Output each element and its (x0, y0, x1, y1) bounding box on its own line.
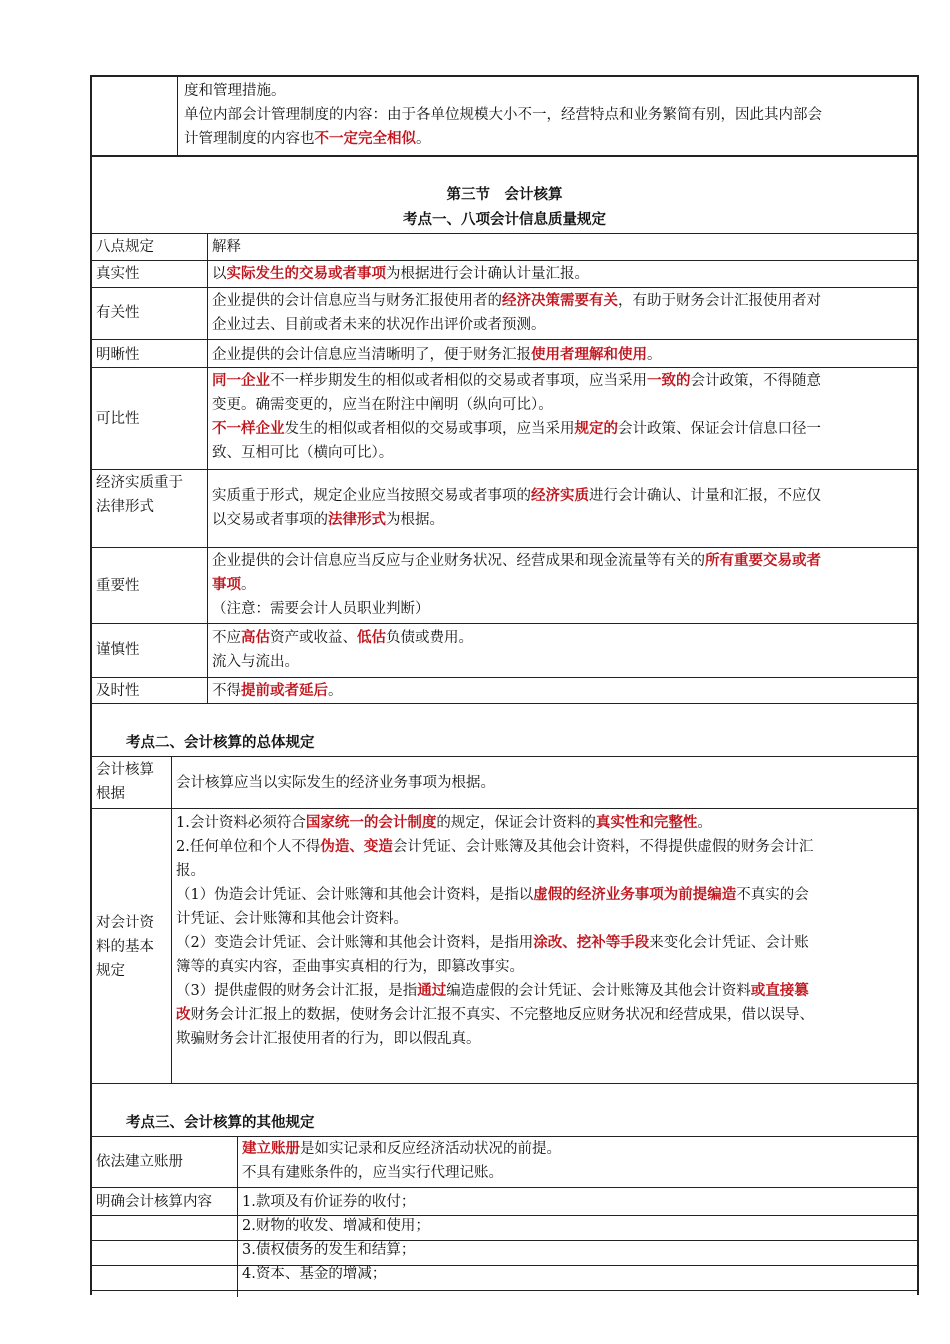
text: 。 (647, 347, 662, 363)
divider (92, 1187, 917, 1188)
text: 。 (416, 131, 431, 147)
list-item: 2.财物的收发、增减和使用； (242, 1218, 430, 1234)
rule-name: 明晰性 (96, 347, 140, 363)
emphasis: 或直接篡 (750, 982, 809, 999)
text-line: 报。 (176, 863, 205, 879)
rule-explanation (208, 679, 918, 703)
list-item: 3.债权债务的发生和结算； (242, 1242, 416, 1258)
text-line: 不具有建账条件的，应当实行代理记账。 (242, 1165, 503, 1181)
text: 企业提供的会计信息应当清晰明了，便于财务汇报 (212, 347, 531, 363)
rule-explanation: 会计核算应当以实际发生的经济业务事项为根据。 (176, 775, 495, 791)
divider (92, 623, 917, 624)
point1-title: 考点一、八项会计信息质量规定 (403, 211, 606, 228)
text: 为根据进行会计确认计量汇报。 (386, 266, 589, 282)
rule-name: 真实性 (96, 266, 140, 282)
emphasis: 不一定完全相似 (314, 130, 416, 147)
emphasis: 建立账册 (242, 1140, 300, 1157)
divider (92, 233, 917, 234)
divider (92, 260, 917, 261)
text: 财务会计汇报上的数据，使财务会计汇报不真实、不完整地反应财务状况和经营成果，借以误导、 (190, 1007, 814, 1023)
divider (92, 1240, 917, 1241)
rule-name: 有关性 (96, 305, 140, 321)
emphasis: 伪造、变造 (320, 838, 393, 855)
text: 不一样步期发生的相似或者相似的交易或者事项，应当采用 (270, 373, 647, 389)
list-item: 4.资本、基金的增减； (242, 1266, 387, 1282)
rule-name (92, 758, 158, 806)
text: 发生的相似或者相似的交易或事项，应当采用 (284, 421, 575, 437)
text-line: 根据 (96, 786, 125, 802)
text-line (212, 289, 914, 313)
text: 以交易或者事项的 (212, 512, 328, 528)
text-line (176, 835, 913, 859)
rule-name: 重要性 (96, 578, 140, 594)
text-line (176, 931, 913, 955)
divider (92, 808, 917, 809)
rule-explanation (208, 626, 918, 674)
rule-name: 可比性 (96, 411, 140, 427)
text-line: （注意：需要会计人员职业判断） (212, 601, 430, 617)
document-page (90, 75, 919, 1295)
emphasis: 同一企业 (212, 372, 270, 389)
text: 不得 (212, 683, 241, 699)
text: 1.会计资料必须符合 (176, 815, 306, 831)
emphasis: 事项 (212, 576, 241, 593)
text: 。 (241, 577, 256, 593)
text: ，有助于财务会计汇报使用者对 (618, 293, 821, 309)
text-line: 经济实质重于 (96, 475, 183, 491)
text: 。 (328, 683, 343, 699)
text-line (212, 573, 914, 597)
rule-explanation (172, 811, 917, 1051)
text-line (176, 883, 913, 907)
divider (92, 1083, 917, 1084)
emphasis: 高估 (241, 629, 270, 646)
text-line: 变更。确需变更的，应当在附注中阐明（纵向可比）。 (212, 397, 553, 413)
rule-name: 及时性 (96, 683, 140, 699)
rule-explanation (208, 289, 918, 337)
header-rule: 八点规定 (96, 239, 154, 255)
emphasis: 国家统一的会计制度 (305, 814, 437, 831)
text-line (176, 979, 913, 1003)
text-line: 对会计资 (96, 914, 154, 931)
divider (92, 677, 917, 678)
emphasis: 提前或者延后 (241, 682, 328, 699)
col-divider (177, 77, 178, 155)
divider (92, 367, 917, 368)
top-continuation-text (180, 79, 920, 151)
emphasis: 实际发生的交易或者事项 (226, 265, 386, 282)
text-line: 单位内部会计管理制度的内容：由于各单位规模大小不一，经营特点和业务繁简有别，因此其内部会 (184, 107, 822, 123)
text-line: 企业过去、目前或者未来的状况作出评价或者预测。 (212, 317, 546, 333)
emphasis: 一致的 (647, 372, 691, 389)
text-line (184, 127, 916, 151)
text-line (176, 811, 913, 835)
list-item: 1.款项及有价证券的收付； (242, 1194, 416, 1210)
text: 实质重于形式，规定企业应当按照交易或者事项的 (212, 488, 531, 504)
text-line: 计凭证、会计账簿和其他会计资料。 (176, 911, 408, 927)
emphasis: 规定的 (574, 420, 618, 437)
divider (92, 1215, 917, 1216)
rule-name: 明确会计核算内容 (96, 1194, 212, 1210)
emphasis: 所有重要交易或者 (705, 552, 821, 569)
text-line: 会计核算 (96, 762, 154, 778)
emphasis: 低估 (357, 629, 386, 646)
text: 不真实的会 (736, 887, 809, 903)
emphasis: 不一样企业 (212, 420, 285, 437)
text-line (176, 1003, 913, 1027)
text: 会计政策、保证会计信息口径一 (618, 421, 821, 437)
text-line: 致、互相可比（横向可比）。 (212, 445, 394, 461)
text: 会计政策，不得随意 (690, 373, 821, 389)
text: 计管理制度的内容也 (184, 131, 315, 147)
point3-title: 考点三、会计核算的其他规定 (126, 1114, 315, 1131)
rule-name: 谨慎性 (96, 642, 140, 658)
text-line: 料的基本 (96, 938, 154, 955)
text-line: 流入与流出。 (212, 654, 299, 670)
point2-title: 考点二、会计核算的总体规定 (126, 734, 315, 751)
section-title: 第三节 会计核算 (446, 186, 563, 203)
text: 的规定，保证会计资料的 (436, 815, 596, 831)
text: （2）变造会计凭证、会计账簿和其他会计资料，是指用 (176, 935, 534, 951)
text-line (212, 369, 914, 393)
emphasis: 涂改、挖补等手段 (533, 934, 650, 951)
text-line (212, 417, 914, 441)
emphasis: 经济实质 (531, 487, 589, 504)
text: 是如实记录和反应经济活动状况的前提。 (300, 1141, 561, 1157)
rule-explanation (208, 369, 918, 465)
emphasis: 使用者理解和使用 (531, 346, 647, 363)
text: 来变化会计凭证、会计账 (649, 935, 809, 951)
divider (92, 703, 917, 704)
divider (92, 469, 917, 470)
rule-name (92, 471, 187, 519)
text: （1）伪造会计凭证、会计账簿和其他会计资料，是指以 (176, 887, 534, 903)
text-line: 欺骗财务会计汇报使用者的行为，即以假乱真。 (176, 1031, 481, 1047)
divider (92, 287, 917, 288)
text-line (212, 508, 914, 532)
text-line (212, 549, 914, 573)
emphasis: 通过 (417, 982, 447, 999)
rule-name (92, 810, 158, 1083)
text-line (212, 626, 914, 650)
rule-explanation (208, 262, 918, 286)
emphasis: 虚假的经济业务事项为前提编造 (533, 886, 737, 903)
text: 会计凭证、会计账簿及其他会计资料，不得提供虚假的财务会计汇 (392, 839, 814, 855)
divider (92, 547, 917, 548)
text-line (242, 1137, 914, 1161)
emphasis: 法律形式 (328, 511, 386, 528)
rule-explanation (238, 1190, 918, 1286)
emphasis: 经济决策需要有关 (502, 292, 618, 309)
divider (92, 339, 917, 340)
text-line: 度和管理措施。 (184, 83, 286, 99)
text: 资产或收益、 (270, 630, 357, 646)
text: 以 (212, 266, 227, 282)
text: （3）提供虚假的财务会计汇报，是指 (176, 983, 418, 999)
text: 编造虚假的会计凭证、会计账簿及其他会计资料 (446, 983, 751, 999)
text: 负债或费用。 (386, 630, 473, 646)
emphasis: 真实性和完整性 (595, 814, 698, 831)
text-line: 簿等的真实内容，歪曲事实真相的行为，即篡改事实。 (176, 959, 524, 975)
rule-explanation (238, 1137, 918, 1185)
text: 2.任何单位和个人不得 (176, 839, 321, 855)
text-line: 法律形式 (96, 499, 154, 515)
divider (92, 155, 917, 157)
text: 。 (697, 815, 712, 831)
rule-name: 依法建立账册 (96, 1154, 183, 1170)
header-explanation: 解释 (212, 239, 241, 255)
text: 进行会计确认、计量和汇报，不应仅 (589, 488, 821, 504)
text: 企业提供的会计信息应当反应与企业财务状况、经营成果和现金流量等有关的 (212, 553, 705, 569)
divider (92, 1290, 917, 1291)
text: 企业提供的会计信息应当与财务汇报使用者的 (212, 293, 502, 309)
emphasis: 改 (176, 1006, 191, 1023)
text-line: 规定 (96, 962, 125, 979)
text: 为根据。 (386, 512, 444, 528)
rule-explanation (208, 549, 918, 621)
text: 不应 (212, 630, 241, 646)
rule-explanation (208, 343, 918, 367)
divider (92, 1265, 917, 1266)
divider (92, 756, 917, 757)
rule-explanation (208, 484, 918, 532)
text-line (212, 484, 914, 508)
